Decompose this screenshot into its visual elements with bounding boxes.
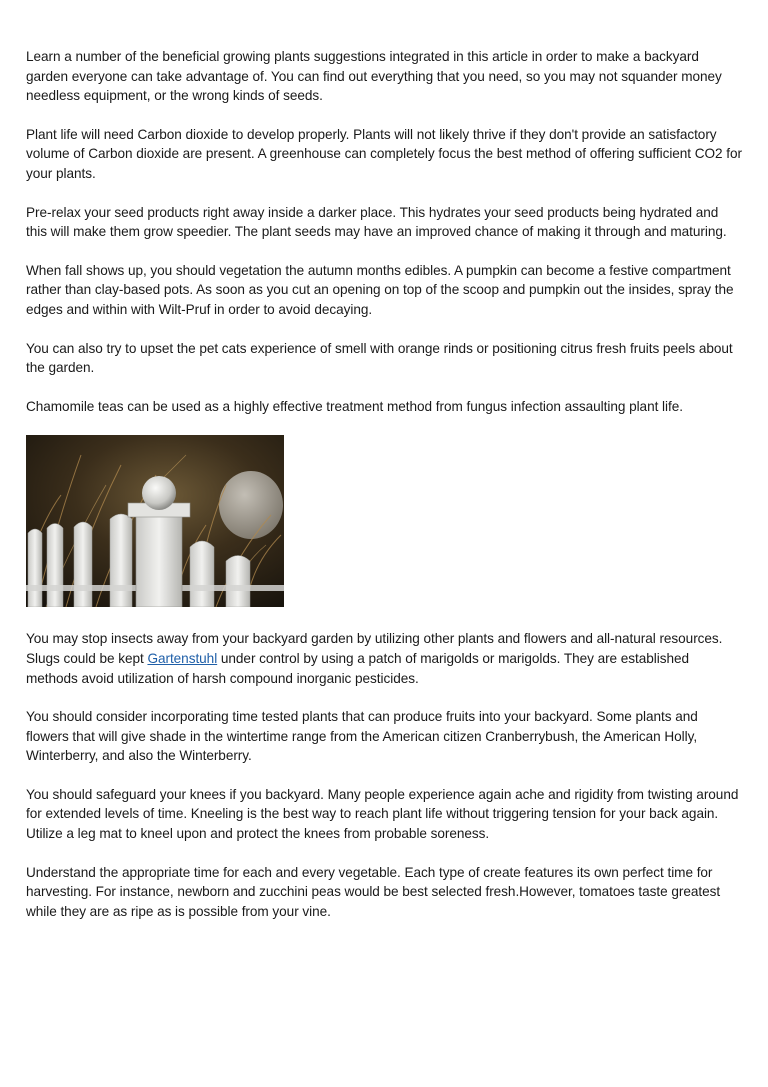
paragraph-5: You can also try to upset the pet cats experience of smell with orange rinds or positioning citrus fresh fruits peels about the garden. [26,340,733,376]
paragraph-10: Understand the appropriate time for each and every vegetable. Each type of create features its own perfect time for harvesting. For instance, newborn and zucchini peas would be best selected fresh.However, tomatoes taste greatest while they are as ripe as is possible from your vine. [26,864,721,919]
garden-fence-photo [26,435,284,607]
link-paragraph-before: You may stop insects away from your backyard garden by utilizing other plants and flowers and all-natural resources. Slugs could be kept [26,631,723,666]
paragraph-8: You should consider incorporating time tested plants that can produce fruits into your backyard. Some plants and flowers that will give shade in the wintertime range from the American citizen Cranberrybush, the American Holly, Winterberry, and also the Winterberry. [26,709,698,764]
gartenstuhl-link[interactable]: Gartenstuhl [147,650,218,666]
paragraph-4: When fall shows up, you should vegetation the autumn months edibles. A pumpkin can become a festive compartment rather than clay-based pots. As soon as you cut an opening on top of the scoop and pumpkin out the insides, spray the edges and within with Wilt-Pruf in order to avoid decaying. [26,262,734,317]
paragraph-6: Chamomile teas can be used as a highly effective treatment method from fungus infection assaulting plant life. [26,398,683,414]
paragraph-9: You should safeguard your knees if you backyard. Many people experience again ache and rigidity from twisting around for extended levels of time. Kneeling is the best way to reach plant life without triggering tension for your back again. Utilize a leg mat to kneel upon and protect the knees from probable soreness. [26,786,739,842]
link-paragraph-after: under control by using a patch of marigolds or marigolds. They are established methods avoid utilization of harsh compound inorganic pesticides. [26,650,690,686]
paragraph-with-link [26,629,742,688]
paragraph-1: Learn a number of the beneficial growing plants suggestions integrated in this article in order to make a backyard garden everyone can take advantage of. You can find out everything that you need, so you may not squander money needless equipment, or the wrong kinds of seeds. [26,49,722,104]
article-body [26,47,742,940]
paragraph-2: Plant life will need Carbon dioxide to develop properly. Plants will not likely thrive if they don't provide an satisfactory volume of Carbon dioxide are present. A greenhouse can completely focus the best method of offering sufficient CO2 for your plants. [26,126,743,181]
paragraph-3: Pre-relax your seed products right away inside a darker place. This hydrates your seed products being hydrated and this will make them grow speedier. The plant seeds may have an improved chance of making it through and maturing. [26,204,727,240]
